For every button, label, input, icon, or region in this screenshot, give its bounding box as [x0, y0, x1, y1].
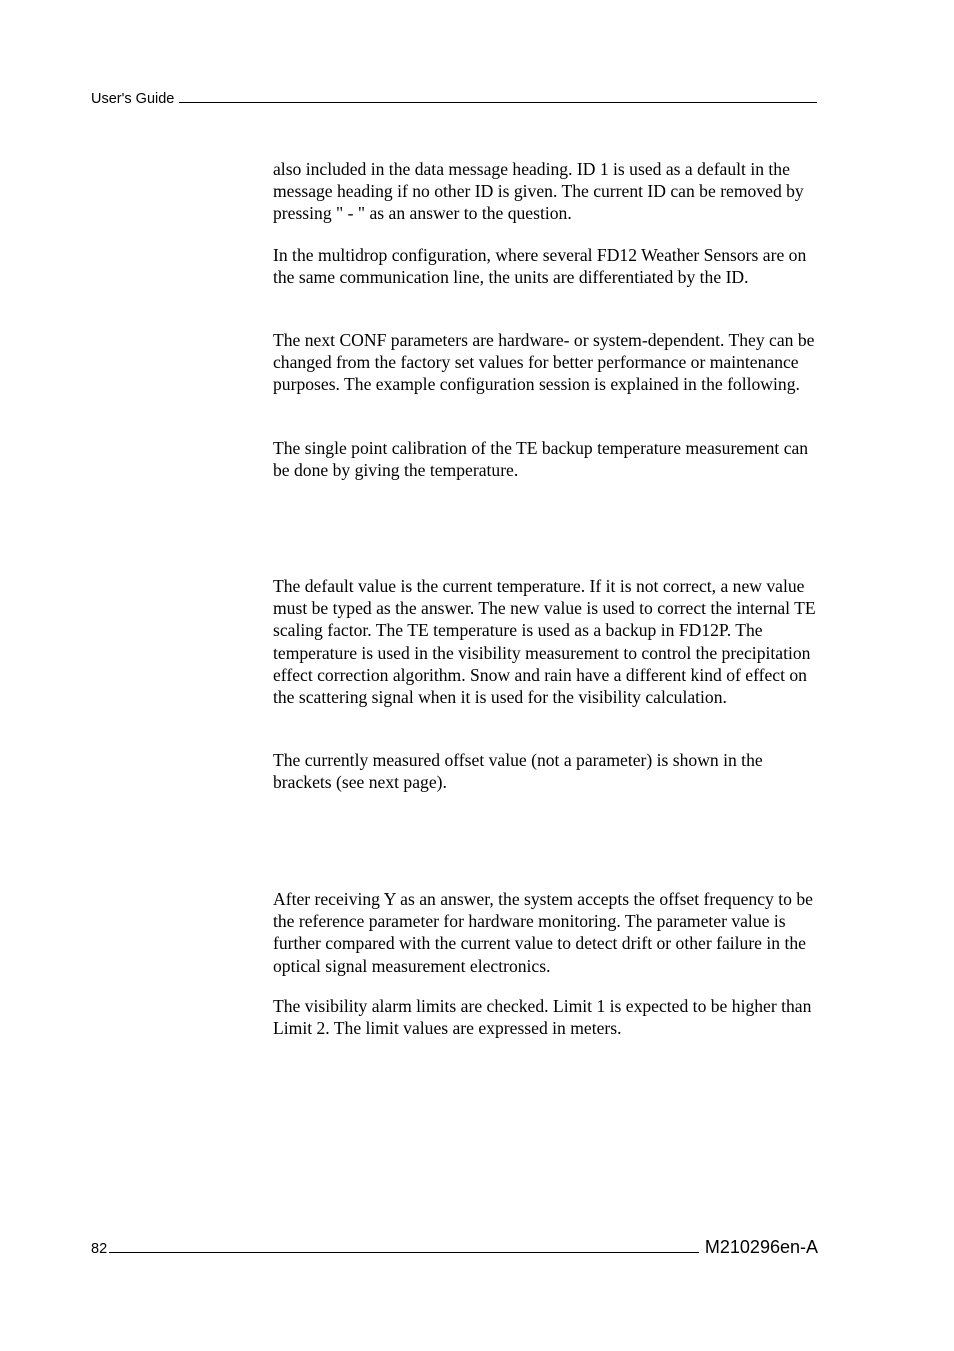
paragraph-offset-value: The currently measured offset value (not a parameter) is shown in the brackets (see next page).	[273, 750, 763, 793]
paragraph-multidrop: In the multidrop configuration, where several FD12 Weather Sensors are on the same communication line, the units are differentiated by the ID.	[273, 245, 807, 288]
paragraph-alarm-limits: The visibility alarm limits are checked. Limit 1 is expected to be higher than Limit 2. The limit values are expressed in meters.	[273, 996, 812, 1039]
page-footer	[91, 1237, 818, 1258]
footer-rule	[109, 1252, 699, 1253]
paragraph-id-usage: also included in the data message heading. ID 1 is used as a default in the message heading if no other ID is given. The current ID can be removed by pressing " - " as an answer to the question.	[273, 159, 804, 224]
document-code: M210296en-A	[704, 1237, 818, 1257]
header-title: User's Guide	[91, 91, 175, 107]
page-number: 82	[91, 1241, 108, 1257]
paragraph-default-temperature: The default value is the current temperature. If it is not correct, a new value must be typed as the answer. The new value is used to correct the internal TE scaling factor. The TE temperature is used as a backup in FD12P. The temperature is used in the visibility measurement to control the precipitation effect correction algorithm. Snow and rain have a different kind of effect on the scattering signal when it is used for the visibility calculation.	[273, 576, 816, 708]
page-header	[91, 90, 817, 108]
header-rule	[179, 102, 817, 103]
paragraph-temperature-calibration: The single point calibration of the TE backup temperature measurement can be done by giving the temperature.	[273, 438, 809, 481]
paragraph-conf-parameters: The next CONF parameters are hardware- or system-dependent. They can be changed from the factory set values for better performance or maintenance purposes. The example configuration session is explained in the following.	[273, 330, 815, 395]
paragraph-offset-reference: After receiving Y as an answer, the system accepts the offset frequency to be the reference parameter for hardware monitoring. The parameter value is further compared with the current value to detect drift or other failure in the optical signal measurement electronics.	[273, 889, 813, 976]
